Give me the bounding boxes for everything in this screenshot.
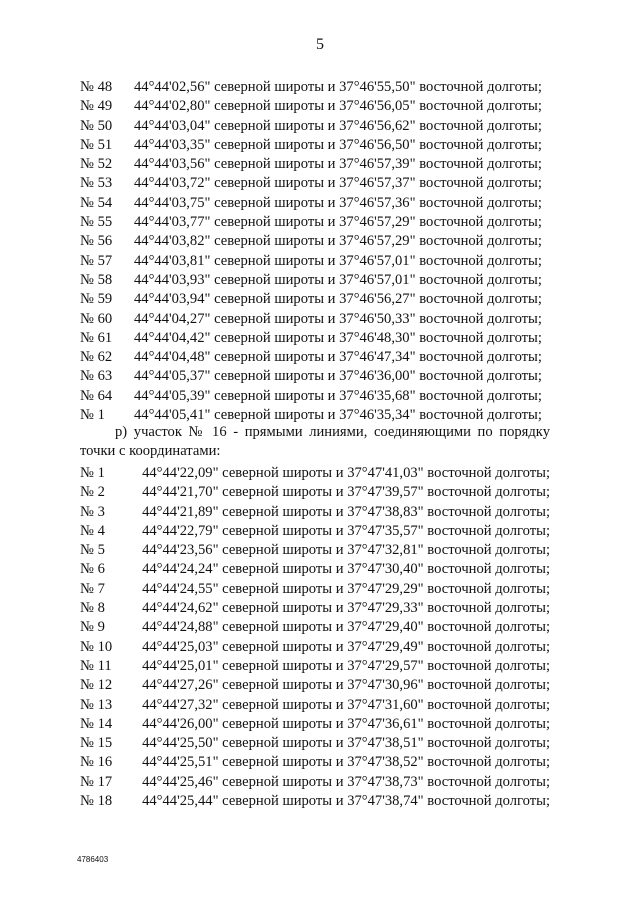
point-number: № 2 <box>80 484 105 501</box>
coordinate-row <box>80 773 550 792</box>
point-coordinates: 44°44'04,48" северной широты и 37°46'47,34" восточной долготы; <box>134 349 542 366</box>
coordinate-row <box>80 541 550 560</box>
point-number: № 55 <box>80 214 113 231</box>
point-number: № 11 <box>80 657 112 674</box>
point-coordinates: 44°44'24,62" северной широты и 37°47'29,33" восточной долготы; <box>142 600 550 617</box>
point-coordinates: 44°44'25,51" северной широты и 37°47'38,52" восточной долготы; <box>142 754 550 771</box>
coordinate-row <box>80 97 550 116</box>
coordinate-row <box>80 367 550 386</box>
coordinate-row <box>80 657 550 676</box>
point-coordinates: 44°44'03,72" северной широты и 37°46'57,37" восточной долготы; <box>134 175 542 192</box>
point-number: № 57 <box>80 252 113 269</box>
coordinate-row <box>80 580 550 599</box>
point-number: № 3 <box>80 503 105 520</box>
coordinate-row <box>80 734 550 753</box>
point-coordinates: 44°44'25,50" северной широты и 37°47'38,51" восточной долготы; <box>142 735 550 752</box>
point-coordinates: 44°44'24,88" северной широты и 37°47'29,40" восточной долготы; <box>142 619 550 636</box>
point-coordinates: 44°44'27,26" северной широты и 37°47'30,96" восточной долготы; <box>142 677 550 694</box>
point-number: № 16 <box>80 754 113 771</box>
point-number: № 17 <box>80 773 113 790</box>
point-coordinates: 44°44'24,24" северной широты и 37°47'30,40" восточной долготы; <box>142 561 550 578</box>
point-coordinates: 44°44'21,70" северной широты и 37°47'39,57" восточной долготы; <box>142 484 550 501</box>
point-number: № 48 <box>80 79 113 95</box>
point-coordinates: 44°44'24,55" северной широты и 37°47'29,29" восточной долготы; <box>142 580 550 597</box>
point-number: № 1 <box>80 407 105 424</box>
coordinate-row <box>80 387 550 406</box>
point-coordinates: 44°44'03,77" северной широты и 37°46'57,29" восточной долготы; <box>134 214 542 231</box>
coordinate-row <box>80 599 550 618</box>
point-number: № 63 <box>80 368 113 385</box>
point-number: № 53 <box>80 175 113 192</box>
point-number: № 58 <box>80 271 113 288</box>
coordinate-row <box>80 290 550 309</box>
coordinate-row <box>80 503 550 522</box>
coordinate-row <box>80 155 550 174</box>
point-coordinates: 44°44'22,09" северной широты и 37°47'41,03" восточной долготы; <box>142 465 550 481</box>
point-coordinates: 44°44'02,56" северной широты и 37°46'55,50" восточной долготы; <box>134 79 542 95</box>
point-coordinates: 44°44'27,32" северной широты и 37°47'31,60" восточной долготы; <box>142 696 550 713</box>
coordinate-row <box>80 329 550 348</box>
point-number: № 9 <box>80 619 105 636</box>
point-coordinates: 44°44'05,37" северной широты и 37°46'36,00" восточной долготы; <box>134 368 542 385</box>
coordinate-row <box>80 174 550 193</box>
point-coordinates: 44°44'25,01" северной широты и 37°47'29,57" восточной долготы; <box>142 657 550 674</box>
point-number: № 56 <box>80 233 113 250</box>
coordinate-row <box>80 618 550 637</box>
point-coordinates: 44°44'04,42" северной широты и 37°46'48,30" восточной долготы; <box>134 329 542 346</box>
point-coordinates: 44°44'03,81" северной широты и 37°46'57,01" восточной долготы; <box>134 252 542 269</box>
point-coordinates: 44°44'03,35" северной широты и 37°46'56,50" восточной долготы; <box>134 136 542 153</box>
coordinate-row <box>80 213 550 232</box>
point-coordinates: 44°44'03,82" северной широты и 37°46'57,29" восточной долготы; <box>134 233 542 250</box>
coordinates-list-previous-section <box>80 78 550 425</box>
point-coordinates: 44°44'23,56" северной широты и 37°47'32,81" восточной долготы; <box>142 542 550 559</box>
point-number: № 7 <box>80 580 105 597</box>
page-number: 5 <box>316 36 324 53</box>
point-number: № 60 <box>80 310 113 327</box>
point-number: № 8 <box>80 600 105 617</box>
point-coordinates: 44°44'05,41" северной широты и 37°46'35,34" восточной долготы; <box>134 407 542 424</box>
coordinates-list-section-r <box>80 464 550 811</box>
point-coordinates: 44°44'02,80" северной широты и 37°46'56,05" восточной долготы; <box>134 98 542 115</box>
coordinate-row <box>80 638 550 657</box>
point-number: № 6 <box>80 561 105 578</box>
point-coordinates: 44°44'04,27" северной широты и 37°46'50,33" восточной долготы; <box>134 310 542 327</box>
point-number: № 54 <box>80 194 113 211</box>
point-coordinates: 44°44'25,44" северной широты и 37°47'38,74" восточной долготы; <box>142 793 550 810</box>
coordinate-row <box>80 232 550 251</box>
coordinate-row <box>80 117 550 136</box>
point-coordinates: 44°44'21,89" северной широты и 37°47'38,83" восточной долготы; <box>142 503 550 520</box>
coordinate-row <box>80 310 550 329</box>
coordinate-row <box>80 676 550 695</box>
point-coordinates: 44°44'03,75" северной широты и 37°46'57,36" восточной долготы; <box>134 194 542 211</box>
point-number: № 61 <box>80 329 113 346</box>
point-coordinates: 44°44'25,46" северной широты и 37°47'38,73" восточной долготы; <box>142 773 550 790</box>
point-coordinates: 44°44'26,00" северной широты и 37°47'36,61" восточной долготы; <box>142 715 550 732</box>
coordinate-row <box>80 483 550 502</box>
point-number: № 12 <box>80 677 113 694</box>
point-coordinates: 44°44'25,03" северной широты и 37°47'29,49" восточной долготы; <box>142 638 550 655</box>
section-r-paragraph <box>80 423 550 462</box>
coordinate-row <box>80 194 550 213</box>
point-number: № 4 <box>80 522 105 539</box>
point-number: № 62 <box>80 349 113 366</box>
coordinate-row <box>80 271 550 290</box>
point-number: № 64 <box>80 387 113 404</box>
coordinate-row <box>80 348 550 367</box>
section-r-heading-line2: точки с координатами: <box>80 443 221 460</box>
point-number: № 15 <box>80 735 113 752</box>
point-coordinates: 44°44'03,56" северной широты и 37°46'57,39" восточной долготы; <box>134 156 542 173</box>
point-number: № 1 <box>80 465 105 481</box>
point-coordinates: 44°44'03,94" северной широты и 37°46'56,27" восточной долготы; <box>134 291 542 308</box>
coordinate-row <box>80 696 550 715</box>
coordinate-row <box>80 78 550 97</box>
coordinate-row <box>80 715 550 734</box>
point-number: № 18 <box>80 793 113 810</box>
coordinate-row <box>80 136 550 155</box>
coordinate-row <box>80 252 550 271</box>
point-number: № 13 <box>80 696 113 713</box>
point-number: № 51 <box>80 136 113 153</box>
point-number: № 10 <box>80 638 113 655</box>
point-number: № 5 <box>80 542 105 559</box>
point-coordinates: 44°44'22,79" северной широты и 37°47'35,57" восточной долготы; <box>142 522 550 539</box>
coordinate-row <box>80 464 550 483</box>
coordinate-row <box>80 753 550 772</box>
coordinate-row <box>80 522 550 541</box>
point-coordinates: 44°44'03,93" северной широты и 37°46'57,01" восточной долготы; <box>134 271 542 288</box>
point-number: № 49 <box>80 98 113 115</box>
document-code: 4786403 <box>77 855 109 864</box>
point-coordinates: 44°44'03,04" северной широты и 37°46'56,62" восточной долготы; <box>134 117 542 134</box>
point-coordinates: 44°44'05,39" северной широты и 37°46'35,68" восточной долготы; <box>134 387 542 404</box>
point-number: № 59 <box>80 291 113 308</box>
coordinate-row <box>80 792 550 811</box>
point-number: № 52 <box>80 156 113 173</box>
point-number: № 14 <box>80 715 113 732</box>
point-number: № 50 <box>80 117 113 134</box>
section-r-heading-line1: р) участок № 16 - прямыми линиями, соединяющими по порядку <box>115 424 550 440</box>
coordinate-row <box>80 560 550 579</box>
